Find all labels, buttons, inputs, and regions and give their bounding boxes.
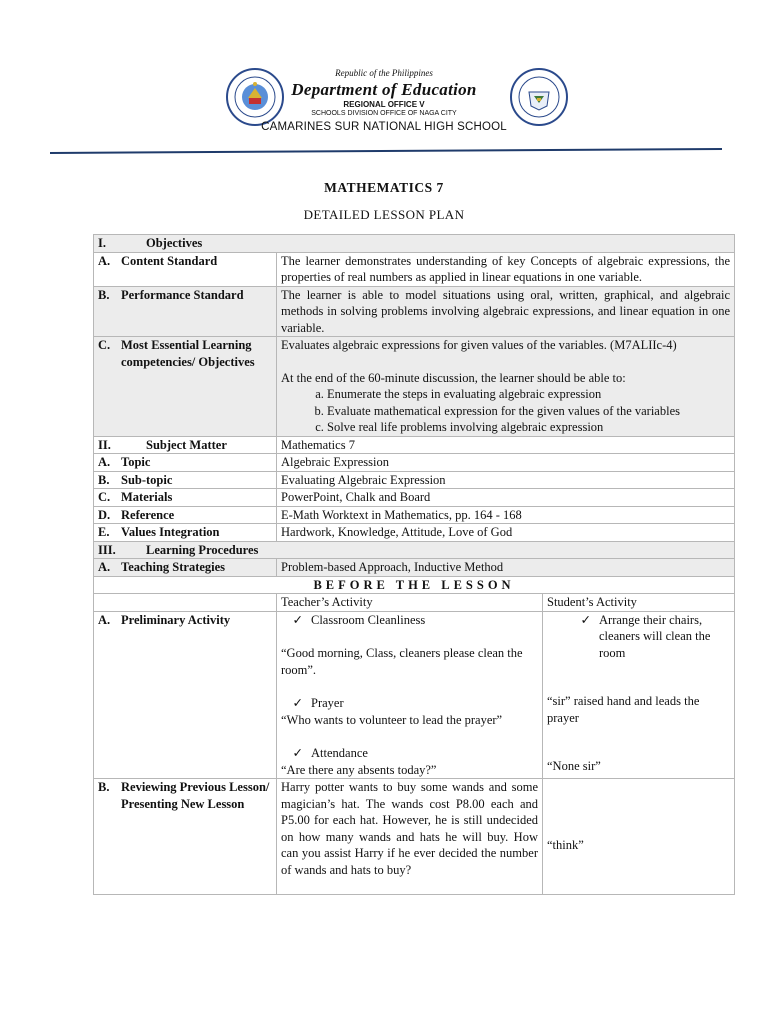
row-value: The learner is able to model situations using oral, written, graphical, and algebraic methods in solving problems involving algebraic expressions, and linear equation in one variable.	[277, 286, 735, 337]
row-label: Content Standard	[121, 253, 218, 268]
row-value: Algebraic Expression	[277, 454, 735, 472]
lesson-plan-table	[93, 234, 735, 895]
materials-row: C. Materials PowerPoint, Chalk and Board	[94, 489, 735, 507]
header-divider	[50, 148, 722, 154]
check-icon: ✓	[292, 612, 303, 627]
check-icon: ✓	[292, 696, 303, 710]
department-name: Department of Education	[291, 80, 477, 99]
teaching-strategies-row: A. Teaching Strategies Problem-based Approach, Inductive Method	[94, 559, 735, 577]
section-number: III.	[98, 542, 116, 557]
row-value: Evaluating Algebraic Expression	[277, 471, 735, 489]
row-value: PowerPoint, Chalk and Board	[277, 489, 735, 507]
school-seal-icon	[510, 68, 568, 126]
row-value: Problem-based Approach, Inductive Method	[277, 559, 735, 577]
values-integration-row: E. Values Integration Hardwork, Knowledge, Attitude, Love of God	[94, 524, 735, 542]
list-item: a. Enumerate the steps in evaluating algebraic expression	[327, 386, 730, 403]
reviewing-lesson-row: B. Reviewing Previous Lesson/ Presenting New Lesson Harry potter wants to buy some wands and some magician’s hat. The wands cost P8.00 each and P5.00 for each hat. However, he is still undecided on how many wands and hats he will buy. How can you assist Harry if he ever decided the number of wands and hats to buy? “think”	[94, 779, 735, 895]
check-icon: ✓	[580, 612, 591, 627]
teacher-activity: Harry potter wants to buy some wands and some magician’s hat. The wands cost P8.00 each and P5.00 for each hat. However, he is still undecided on how many wands and hats he will buy. How can you assist Harry if he ever decided the number of wands and hats to buy?	[277, 779, 543, 895]
document-subtitle: DETAILED LESSON PLAN	[303, 207, 465, 222]
division-office: SCHOOLS DIVISION OFFICE OF NAGA CITY	[311, 110, 457, 117]
row-label: Performance Standard	[121, 287, 244, 302]
republic-line: Republic of the Philippines	[335, 68, 433, 78]
melc-intro: At the end of the 60-minute discussion, the learner should be able to:	[281, 370, 626, 385]
student-activity: ✓ Arrange their chairs, cleaners will clean the room “sir” raised hand and leads the prayer “None sir”	[543, 611, 735, 779]
before-lesson-banner: BEFORE THE LESSON	[94, 576, 735, 594]
topic-row: A. Topic Algebraic Expression	[94, 454, 735, 472]
teacher-activity: ✓ Classroom Cleanliness “Good morning, Class, cleaners please clean the room”. ✓ Prayer “Who wants to volunteer to lead the prayer” ✓ Attendance “Are there any absents today?”	[277, 611, 543, 779]
list-item: c. Solve real life problems involving algebraic expression	[327, 419, 730, 436]
row-label: Preliminary Activity	[121, 612, 231, 627]
row-label: Sub-topic	[121, 472, 173, 487]
section-heading: Objectives	[146, 236, 203, 250]
section-heading: Learning Procedures	[146, 542, 259, 557]
student-activity: “think”	[543, 779, 735, 895]
row-label: Materials	[121, 490, 173, 504]
regional-office: REGIONAL OFFICE V	[343, 100, 425, 109]
row-label: Topic	[121, 455, 151, 469]
document-title: MATHEMATICS 7	[324, 180, 444, 195]
objectives-row	[94, 235, 735, 253]
row-label: Values Integration	[121, 525, 220, 539]
section-number: I.	[98, 236, 106, 250]
row-label: Reference	[121, 507, 175, 522]
row-label: Reviewing Previous Lesson/ Presenting New Lesson	[121, 780, 270, 811]
performance-standard-row: B. Performance Standard The learner is able to model situations using oral, written, graphical, and algebraic methods in solving problems involving algebraic expressions, and linear equation in one variable.	[94, 286, 735, 337]
subject-matter-row	[94, 436, 735, 454]
melc-text: Evaluates algebraic expressions for given values of the variables. (M7ALIIc-4)	[281, 338, 677, 352]
row-value: The learner demonstrates understanding of key Concepts of algebraic expressions, the properties of real numbers as applied in linear equations in one variable.	[277, 252, 735, 286]
row-value: E-Math Worktext in Mathematics, pp. 164 - 168	[277, 506, 735, 524]
reference-row: D. Reference E-Math Worktext in Mathematics, pp. 164 - 168	[94, 506, 735, 524]
row-label: Most Essential Learning competencies/ Objectives	[121, 338, 255, 369]
activity-header-row	[94, 594, 735, 612]
row-value: Mathematics 7	[277, 436, 735, 454]
section-heading: Subject Matter	[146, 437, 227, 452]
check-icon: ✓	[292, 746, 303, 760]
preliminary-activity-row: A. Preliminary Activity ✓ Classroom Cleanliness “Good morning, Class, cleaners please clean the room”. ✓ Prayer “Who wants to volunteer to lead the prayer” ✓ Attendance “Are there any absents today?” ✓ Arrange their chairs, cleaners will clean the room “sir” raised hand and leads the prayer “None sir”	[94, 611, 735, 779]
section-number: II.	[98, 437, 111, 452]
objective-list	[281, 386, 730, 436]
student-activity-header: Student’s Activity	[543, 594, 735, 612]
list-item: b. Evaluate mathematical expression for the given values of the variables	[327, 403, 730, 420]
subtopic-row: B. Sub-topic Evaluating Algebraic Expression	[94, 471, 735, 489]
school-name: CAMARINES SUR NATIONAL HIGH SCHOOL	[261, 121, 507, 133]
letterhead	[0, 64, 768, 144]
learning-procedures-row	[94, 541, 735, 559]
row-value: Hardwork, Knowledge, Attitude, Love of God	[277, 524, 735, 542]
content-standard-row: A. Content Standard The learner demonstrates understanding of key Concepts of algebraic expressions, the properties of real numbers as applied in linear equations in one variable.	[94, 252, 735, 286]
teacher-activity-header: Teacher’s Activity	[277, 594, 543, 612]
before-lesson-banner-row	[94, 576, 735, 594]
melc-row: C. Most Essential Learning competencies/ Objectives Evaluates algebraic expressions for given values of the variables. (M7ALIIc-4) At the end of the 60-minute discussion, the learner should be able to: a. Enumerate the steps in evaluating algebraic expression b. Evaluate mathematical expression for the given values of the variables c. Solve real life problems involving algebraic expression	[94, 337, 735, 437]
row-label: Teaching Strategies	[121, 560, 226, 574]
